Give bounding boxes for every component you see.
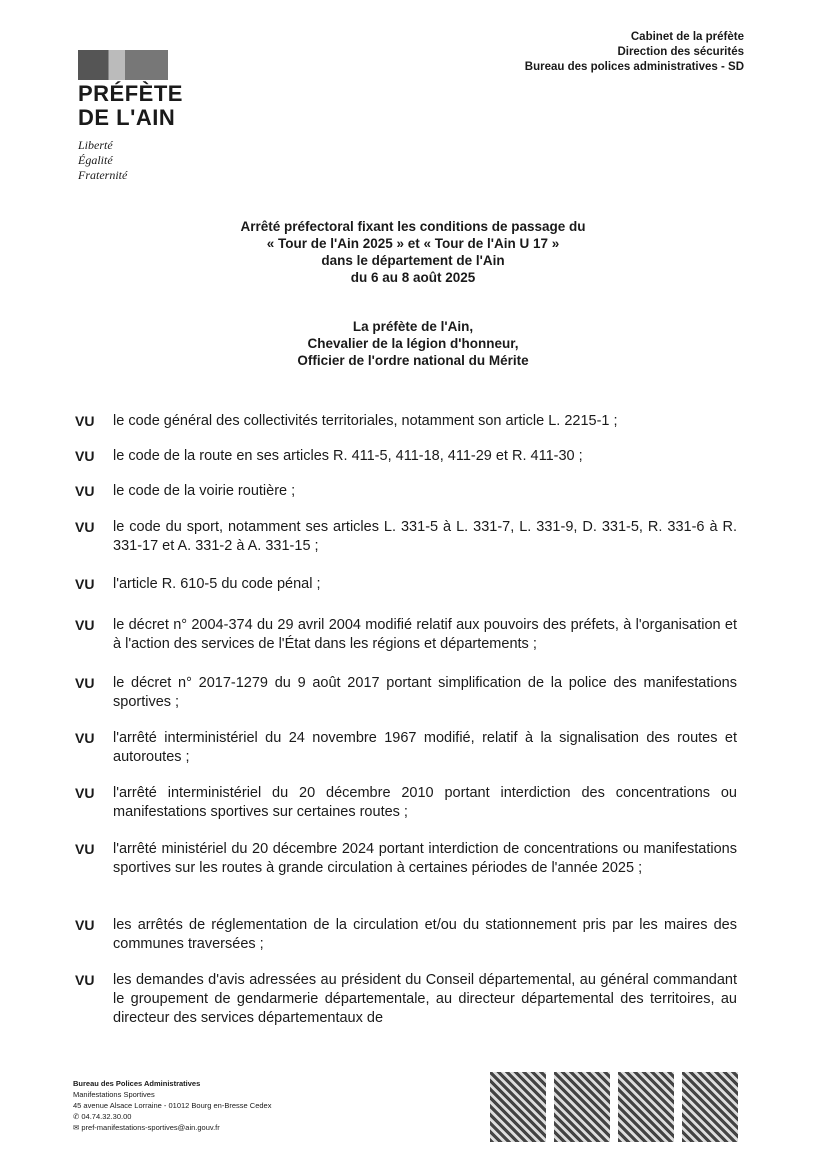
issuing-service xyxy=(525,30,744,75)
marianne-logo-icon xyxy=(78,50,168,80)
vu-text: le code de la voirie routière ; xyxy=(113,483,296,499)
logo-line-2: DE L'AIN xyxy=(78,105,176,130)
header-line: Direction des sécurités xyxy=(617,46,744,58)
vu-label: VU xyxy=(75,617,95,633)
footer-contact xyxy=(73,1078,271,1133)
footer-service: Manifestations Sportives xyxy=(73,1090,155,1099)
vu-clause xyxy=(75,971,737,1028)
title-line: du 6 au 8 août 2025 xyxy=(350,270,476,285)
title-line: dans le département de l'Ain xyxy=(321,253,505,268)
vu-text: les arrêtés de réglementation de la circulation et/ou du stationnement pris par les maires des communes traversées ; xyxy=(113,917,737,952)
qr-code-icon xyxy=(618,1072,674,1142)
phone-icon: ✆ xyxy=(73,1112,82,1121)
vu-label: VU xyxy=(75,785,95,801)
title-line: Arrêté préfectoral fixant les conditions de passage du xyxy=(240,219,586,234)
vu-label: VU xyxy=(75,519,95,535)
prefecture-name xyxy=(78,82,183,130)
title-line: « Tour de l'Ain 2025 » et « Tour de l'Ain U 17 » xyxy=(266,236,560,251)
vu-clause xyxy=(75,482,737,501)
footer-address: 45 avenue Alsace Lorraine - 01012 Bourg en-Bresse Cedex xyxy=(73,1101,272,1110)
vu-clause xyxy=(75,784,737,822)
motto-line: Égalité xyxy=(78,153,113,167)
vu-clause xyxy=(75,840,737,878)
vu-clause xyxy=(75,575,737,594)
vu-label: VU xyxy=(75,972,95,988)
vu-label: VU xyxy=(75,448,95,464)
email-icon: ✉ xyxy=(73,1123,82,1132)
authority-line: Chevalier de la légion d'honneur, xyxy=(307,336,519,351)
vu-clause xyxy=(75,674,737,712)
header-line: Bureau des polices administratives - SD xyxy=(524,61,744,73)
vu-label: VU xyxy=(75,675,95,691)
vu-text: le code de la route en ses articles R. 411-5, 411-18, 411-29 et R. 411-30 ; xyxy=(113,448,583,464)
motto-line: Liberté xyxy=(78,138,113,152)
motto-line: Fraternité xyxy=(78,168,128,182)
vu-label: VU xyxy=(75,483,95,499)
vu-label: VU xyxy=(75,576,95,592)
vu-clause xyxy=(75,916,737,954)
vu-clause xyxy=(75,518,737,556)
header-line: Cabinet de la préfète xyxy=(630,31,744,43)
footer-phone: 04.74.32.30.00 xyxy=(81,1112,132,1121)
authority xyxy=(0,318,826,369)
vu-text: l'article R. 610-5 du code pénal ; xyxy=(113,576,321,592)
vu-text: le code général des collectivités territoriales, notamment son article L. 2215-1 ; xyxy=(113,413,618,429)
footer-email[interactable]: pref-manifestations-sportives@ain.gouv.fr xyxy=(81,1123,220,1132)
vu-clause xyxy=(75,412,737,431)
vu-text: l'arrêté ministériel du 20 décembre 2024 portant interdiction de concentrations ou manifestations sportives sur les routes à grande circulation à certaines périodes de l'année 2025 ; xyxy=(113,841,737,876)
qr-code-icon xyxy=(490,1072,546,1142)
vu-clause xyxy=(75,447,737,466)
vu-text: l'arrêté interministériel du 24 novembre 1967 modifié, relatif à la signalisation des routes et autoroutes ; xyxy=(113,730,737,765)
qr-code-icon xyxy=(554,1072,610,1142)
authority-line: Officier de l'ordre national du Mérite xyxy=(297,353,529,368)
vu-text: le code du sport, notamment ses articles L. 331-5 à L. 331-7, L. 331-9, D. 331-5, R. 331-6 à R. 331-17 et A. 331-2 à A. 331-15 ; xyxy=(113,519,737,554)
vu-label: VU xyxy=(75,413,95,429)
qr-code-icon xyxy=(682,1072,738,1142)
footer-office: Bureau des Polices Administratives xyxy=(73,1079,201,1088)
qr-codes xyxy=(490,1072,738,1142)
vu-clause xyxy=(75,616,737,654)
logo-line-1: PRÉFÈTE xyxy=(78,81,183,106)
vu-label: VU xyxy=(75,730,95,746)
vu-label: VU xyxy=(75,917,95,933)
authority-line: La préfète de l'Ain, xyxy=(352,319,474,334)
vu-label: VU xyxy=(75,841,95,857)
vu-text: le décret n° 2004-374 du 29 avril 2004 modifié relatif aux pouvoirs des préfets, à l'organisation et à l'action des services de l'État dans les régions et départements ; xyxy=(113,617,737,652)
vu-text: l'arrêté interministériel du 20 décembre 2010 portant interdiction des concentrations ou manifestations sportives sur certaines routes ; xyxy=(113,785,737,820)
vu-text: les demandes d'avis adressées au président du Conseil départemental, au général commandant le groupement de gendarmerie départementale, au directeur départemental des territoires, au directeur des services départementaux de xyxy=(113,972,737,1026)
document-title xyxy=(0,218,826,286)
vu-clause xyxy=(75,729,737,767)
vu-text: le décret n° 2017-1279 du 9 août 2017 portant simplification de la police des manifestations sportives ; xyxy=(113,675,737,710)
prefecture-logo xyxy=(78,50,183,183)
motto xyxy=(78,138,183,183)
